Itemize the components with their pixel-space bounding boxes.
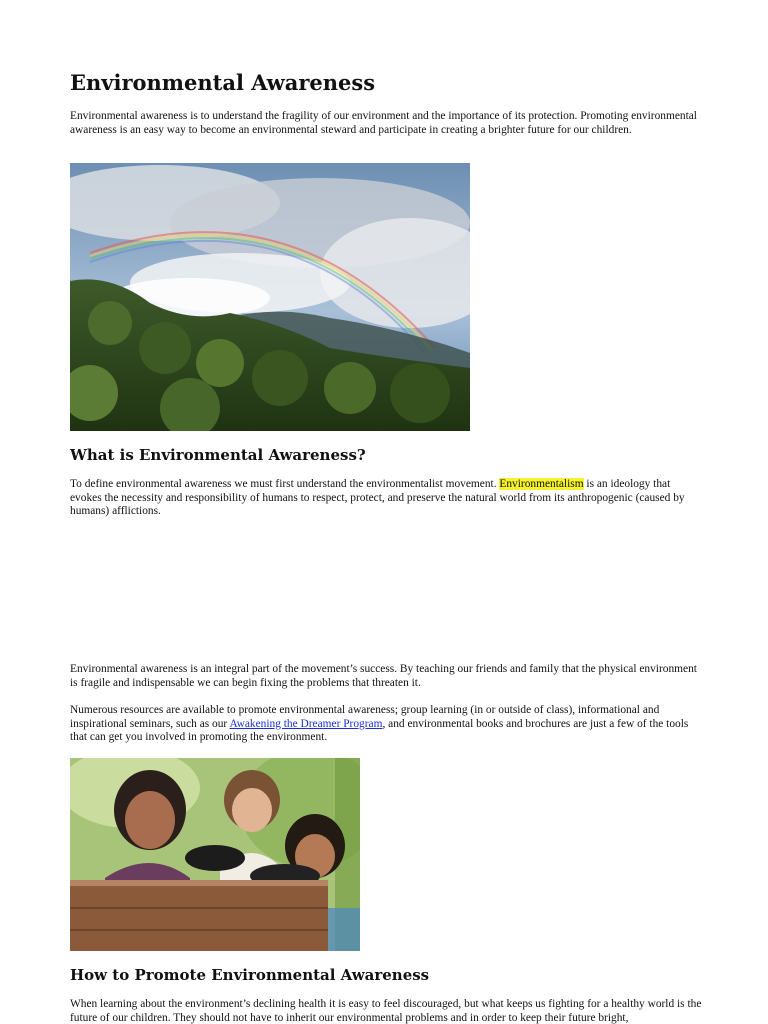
page-title: Environmental Awareness: [70, 70, 376, 95]
resources-text-end: , and environmental books and brochures are just a few of the tools that can get you involved in promoting the environment.: [70, 717, 689, 744]
children-photo: [70, 758, 360, 951]
resources-paragraph: [70, 704, 702, 745]
definition-paragraph: [70, 478, 702, 519]
environmentalism-highlight: Environmentalism: [499, 478, 584, 490]
awakening-the-dreamer-link[interactable]: Awakening the Dreamer Program: [229, 717, 383, 730]
resources-text-start: Numerous resources are available to promote environmental awareness; group learning (in or outside of class), informational and inspirational seminars, such as our: [70, 704, 660, 730]
section-heading-what-is: What is Environmental Awareness?: [70, 446, 366, 464]
intro-paragraph: Environmental awareness is to understand the fragility of our environment and the importance of its protection. Promoting environmental awareness is an easy way to become an environmental steward and participate in creating a brighter future for our children.: [70, 110, 697, 136]
declining-health-paragraph: When learning about the environment’s declining health it is easy to feel discouraged, but what keeps us fighting for a healthy world is the future of our children. They should not have to inherit our environmental problems and in order to keep their future bright,: [70, 998, 702, 1024]
section-heading-how-to-promote: How to Promote Environmental Awareness: [70, 966, 430, 984]
definition-text-start: To define environmental awareness we must first understand the environmentalist movement.: [70, 478, 500, 490]
integral-part-paragraph: Environmental awareness is an integral part of the movement’s success. By teaching our friends and family that the physical environment is fragile and indispensable we can begin fixing the problems that threaten it.: [70, 663, 697, 689]
rainforest-rainbow-photo: [70, 163, 470, 431]
definition-text-end: is an ideology that evokes the necessity and responsibility of humans to respect, protect, and preserve the natural world from its anthropogenic (caused by humans) afflictions.: [70, 478, 685, 518]
